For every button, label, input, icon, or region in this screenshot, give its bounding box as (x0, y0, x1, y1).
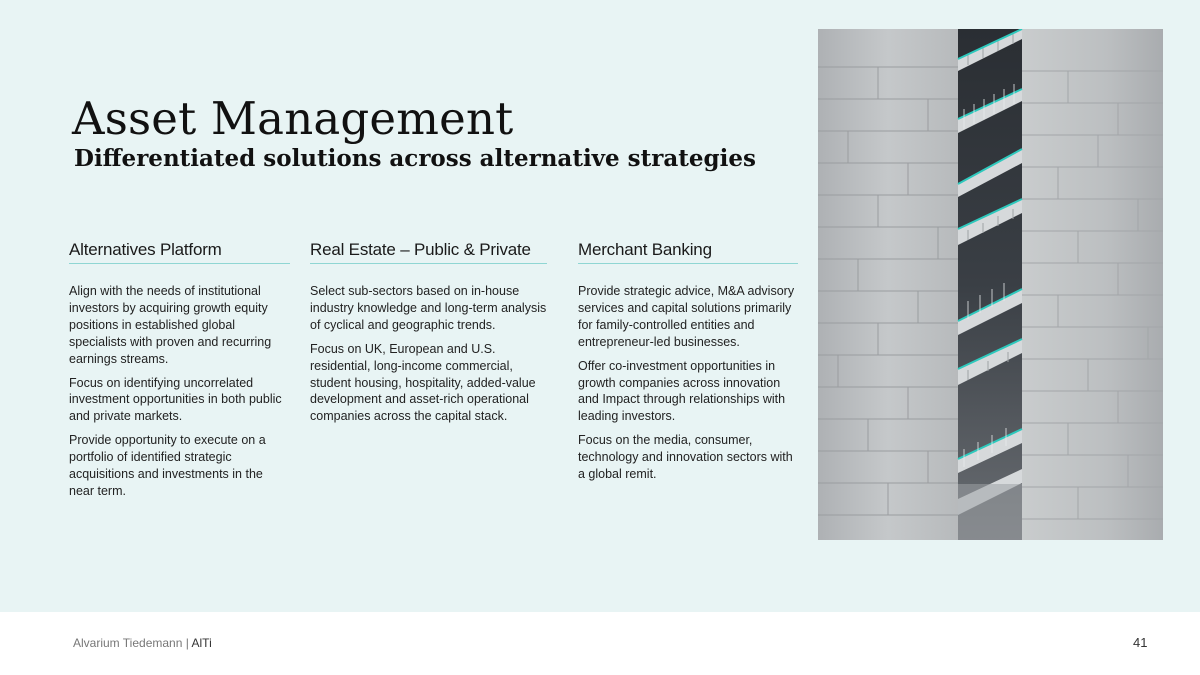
page-number: 41 (1133, 635, 1148, 650)
column-paragraph: Align with the needs of institutional investors by acquiring growth equity positions in established global specialists with proven and recurring earnings streams. (69, 284, 272, 366)
column-heading: Alternatives Platform (69, 240, 222, 259)
column-paragraph: Focus on UK, European and U.S. residential, long-income commercial, student housing, hospitality, added-value development and asset-rich operational companies across the capital stack. (310, 341, 536, 424)
staircase-photo (818, 29, 1163, 540)
footer-brand-secondary: AlTi (191, 636, 212, 650)
column-paragraph: Provide strategic advice, M&A advisory services and capital solutions primarily for family-controlled entities and entrepreneur-led businesses. (578, 284, 795, 349)
footer-brand (73, 636, 212, 650)
column-heading: Real Estate – Public & Private (310, 240, 531, 259)
column-paragraph: Focus on the media, consumer, technology and innovation sectors with a global remit. (578, 433, 793, 482)
column-divider (69, 263, 290, 264)
column-divider (310, 263, 547, 264)
column-merchant-banking (578, 240, 798, 490)
column-alternatives-platform (69, 240, 290, 507)
column-paragraph: Select sub-sectors based on in-house industry knowledge and long-term analysis of cyclical and geographic trends. (310, 284, 547, 332)
footer-brand-primary: Alvarium Tiedemann | (73, 636, 192, 650)
page-subtitle: Differentiated solutions across alternative strategies (74, 145, 756, 172)
page-title: Asset Management (72, 92, 514, 145)
column-paragraph: Offer co-investment opportunities in growth companies across innovation and Impact through relationships with leading investors. (578, 358, 786, 424)
column-heading: Merchant Banking (578, 240, 712, 259)
column-real-estate (310, 240, 547, 432)
column-paragraph: Provide opportunity to execute on a portfolio of identified strategic acquisitions and investments in the near term. (69, 433, 266, 498)
column-divider (578, 263, 798, 264)
column-paragraph: Focus on identifying uncorrelated investment opportunities in both public and private markets. (69, 375, 282, 424)
